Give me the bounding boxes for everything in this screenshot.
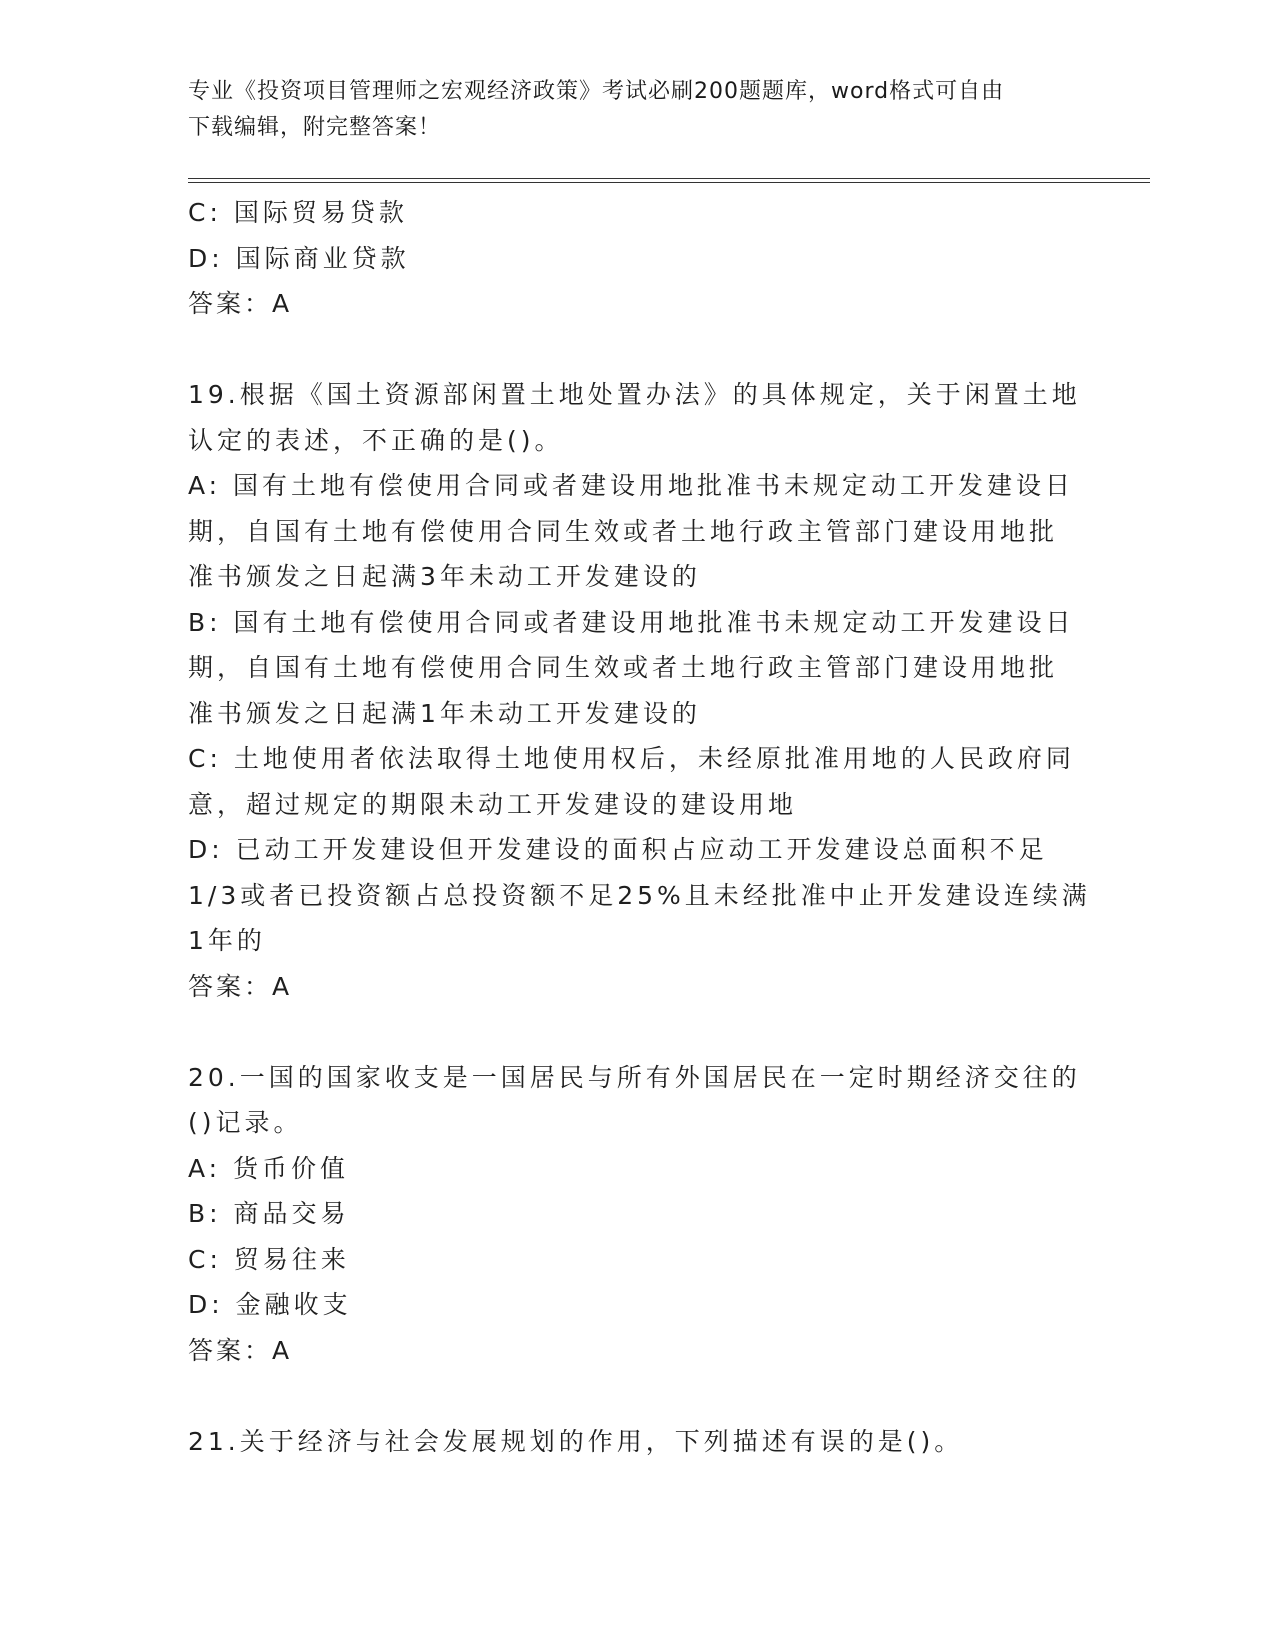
- option-a: A: 国有土地有偿使用合同或者建设用地批准书未规定动工开发建设日: [188, 471, 1075, 500]
- option-d: 1年的: [188, 926, 266, 955]
- header-line-2: 下载编辑，附完整答案！: [188, 115, 442, 140]
- answer-label: 答案：A: [188, 1335, 293, 1365]
- option-a: A: 货币价值: [188, 1153, 350, 1183]
- option-c: 意，超过规定的期限未动工开发建设的建设用地: [188, 789, 798, 819]
- option-b: B: 国有土地有偿使用合同或者建设用地批准书未规定动工开发建设日: [188, 607, 1075, 637]
- question-20: [188, 1055, 1088, 1374]
- question-stem: 19.根据《国土资源部闲置土地处置办法》的具体规定，关于闲置土地: [188, 380, 1081, 409]
- option-c: C: 国际贸易贷款: [188, 198, 408, 227]
- answer-label: 答案：A: [188, 971, 293, 1001]
- option-d: 1/3或者已投资额占总投资额不足25%且未经批准中止开发建设连续满: [188, 880, 1091, 910]
- spacer: [188, 327, 1088, 373]
- question-stem: ()记录。: [188, 1108, 303, 1137]
- question-stem: 认定的表述，不正确的是()。: [188, 425, 564, 455]
- answer-label: 答案：A: [188, 289, 293, 318]
- option-c: C: 贸易往来: [188, 1244, 350, 1274]
- option-d: D: 金融收支: [188, 1290, 352, 1319]
- question-21: [188, 1419, 1088, 1465]
- question-stem: 21.关于经济与社会发展规划的作用，下列描述有误的是()。: [188, 1426, 964, 1456]
- question-list: [188, 190, 1091, 1464]
- header-divider: [188, 178, 1150, 183]
- question-19: [188, 372, 1091, 1009]
- document-header: [188, 74, 1068, 146]
- option-b: B: 商品交易: [188, 1199, 350, 1228]
- option-b: 期，自国有土地有偿使用合同生效或者土地行政主管部门建设用地批: [188, 653, 1059, 682]
- option-a: 准书颁发之日起满3年未动工开发建设的: [188, 562, 701, 591]
- option-c: C: 土地使用者依法取得土地使用权后，未经原批准用地的人民政府同: [188, 744, 1075, 773]
- question-18-tail: [188, 190, 1088, 327]
- option-b: 准书颁发之日起满1年未动工开发建设的: [188, 698, 701, 728]
- spacer: [188, 1373, 1088, 1419]
- header-line-1: 专业《投资项目管理师之宏观经济政策》考试必刷200题题库，word格式可自由: [188, 79, 1005, 104]
- option-d: D: 国际商业贷款: [188, 243, 410, 273]
- option-a: 期，自国有土地有偿使用合同生效或者土地行政主管部门建设用地批: [188, 516, 1059, 546]
- option-d: D: 已动工开发建设但开发建设的面积占应动工开发建设总面积不足: [188, 835, 1048, 864]
- question-stem: 20.一国的国家收支是一国居民与所有外国居民在一定时期经济交往的: [188, 1062, 1081, 1092]
- spacer: [188, 1009, 1088, 1055]
